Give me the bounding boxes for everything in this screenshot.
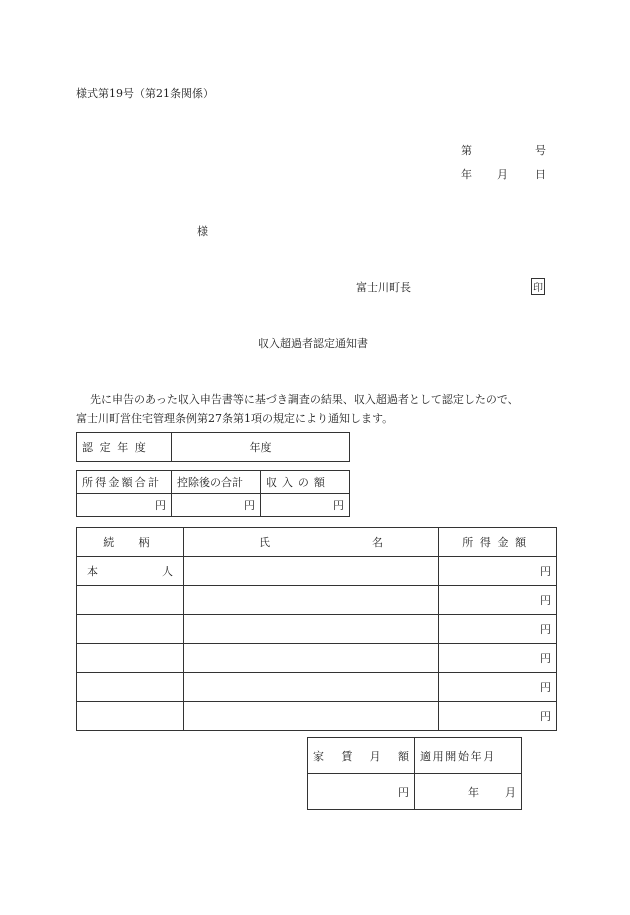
income-amount-cell: 円 (439, 673, 557, 702)
after-deduction-value: 円 (172, 494, 261, 517)
name-cell (184, 673, 439, 702)
income-amount-cell: 円 (439, 557, 557, 586)
relation-cell (77, 702, 184, 731)
certification-year-table (76, 432, 350, 462)
relation-cell (77, 673, 184, 702)
revenue-amount-value: 円 (261, 494, 350, 517)
monthly-rent-header: 家賃月額 (308, 738, 415, 774)
body-line-1: 先に申告のあった収入申告書等に基づき調査の結果、収入超過者として認定したので、 (90, 393, 519, 406)
dai-label: 第 (461, 144, 472, 157)
table-row (77, 702, 557, 731)
start-gatsu-label: 月 (505, 785, 516, 799)
income-amount-cell: 円 (439, 702, 557, 731)
gatsu-label: 月 (497, 168, 508, 181)
relation-cell (77, 644, 184, 673)
relation-cell (77, 586, 184, 615)
start-month-header: 適用開始年月 (415, 738, 522, 774)
income-total-header: 所得金額合計 (77, 471, 172, 494)
family-income-table (76, 527, 557, 731)
name-header (184, 528, 439, 557)
body-line-2: 富士川町営住宅管理条例第27条第1項の規定により通知します。 (76, 412, 394, 425)
name-cell (184, 586, 439, 615)
monthly-rent-value: 円 (308, 774, 415, 810)
form-number: 様式第19号（第21条関係） (76, 87, 214, 100)
nichi-label: 日 (535, 168, 546, 181)
income-amount-cell: 円 (439, 586, 557, 615)
given-name-header: 名 (372, 536, 383, 549)
after-deduction-header: 控除後の合計 (172, 471, 261, 494)
relation-header: 続柄 (77, 528, 184, 557)
table-row (77, 673, 557, 702)
go-label: 号 (535, 144, 546, 157)
income-amount-cell: 円 (439, 644, 557, 673)
revenue-amount-header: 収入の額 (261, 471, 350, 494)
name-cell (184, 644, 439, 673)
certification-year-value: 年度 (172, 433, 350, 462)
addressee-sama: 様 (197, 225, 208, 238)
income-amount-header: 所得金額 (439, 528, 557, 557)
mayor-title: 富士川町長 (356, 281, 411, 294)
seal-mark: 印 (531, 278, 545, 295)
nen-label: 年 (461, 168, 472, 181)
income-table (76, 470, 350, 517)
table-row (77, 586, 557, 615)
rent-table (307, 737, 522, 810)
name-cell (184, 702, 439, 731)
table-row (77, 644, 557, 673)
table-row (77, 557, 557, 586)
income-total-value: 円 (77, 494, 172, 517)
document-title: 収入超過者認定通知書 (258, 337, 368, 350)
start-month-value (415, 774, 522, 810)
name-cell (184, 615, 439, 644)
start-nen-label: 年 (468, 785, 479, 799)
relation-cell: 本人 (77, 557, 184, 586)
relation-cell (77, 615, 184, 644)
surname-header: 氏 (259, 536, 270, 549)
certification-year-label: 認定年度 (77, 433, 172, 462)
income-amount-cell: 円 (439, 615, 557, 644)
table-row (77, 615, 557, 644)
name-cell (184, 557, 439, 586)
